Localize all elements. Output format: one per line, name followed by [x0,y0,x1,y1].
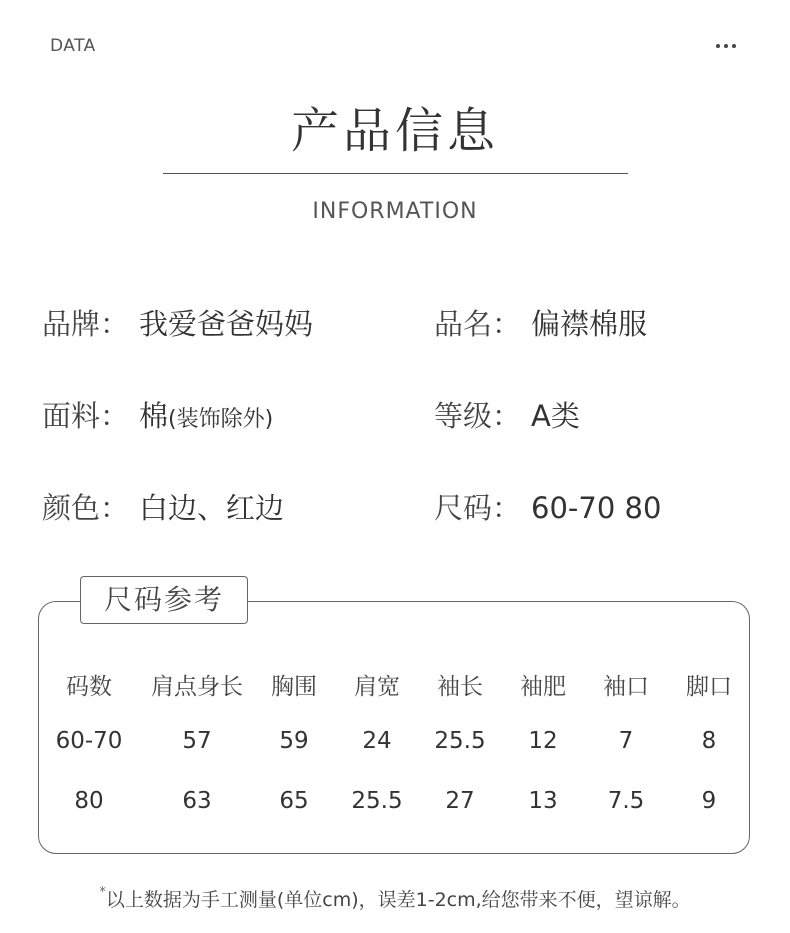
info-color-label: 颜色： [42,491,130,525]
info-size-value: 60-70 80 [531,491,662,525]
info-name [434,302,647,343]
size-table-cell: 25.5 [434,728,486,754]
info-name-value: 偏襟棉服 [531,307,648,341]
info-brand-label: 品牌： [42,307,130,341]
size-table-cell: 65 [279,788,309,814]
page-title: 产品信息 [290,103,499,159]
size-table-cell: 27 [445,788,475,814]
info-size [434,486,661,527]
info-color-value: 白边、红边 [139,491,285,525]
info-grade-value: A类 [531,399,580,433]
size-header-cell: 袖口 [603,674,649,700]
size-table-cell: 80 [74,788,104,814]
more-dot-icon [724,44,728,48]
size-header-cell: 码数 [66,674,112,700]
info-color [42,486,284,527]
size-table-cell: 9 [701,788,717,814]
info-fabric-label: 面料： [42,399,130,433]
info-fabric [42,394,273,435]
info-grade [434,394,580,435]
info-brand-value: 我爱爸爸妈妈 [139,307,314,341]
title-divider [163,173,628,174]
size-header-cell: 胸围 [271,674,317,700]
page-subtitle: INFORMATION [312,199,478,224]
size-table-cell: 60-70 [55,728,123,754]
size-table-title: 尺码参考 [80,576,248,624]
size-header-cell: 袖肥 [520,674,566,700]
size-header-cell: 肩宽 [354,674,400,700]
more-options-button[interactable] [706,34,746,58]
size-table-cell: 24 [362,728,392,754]
size-table-cell: 63 [182,788,212,814]
more-dot-icon [732,44,736,48]
footnote-asterisk: * [99,885,106,900]
size-table-cell: 7 [618,728,634,754]
info-name-label: 品名： [434,307,522,341]
size-table-cell: 59 [279,728,309,754]
info-fabric-value: 棉 [139,399,169,433]
footnote-text: 以上数据为手工测量(单位cm)，误差1-2cm,给您带来不便，望谅解。 [105,889,691,911]
size-table-cell: 12 [528,728,558,754]
info-grade-label: 等级： [434,399,522,433]
size-header-cell: 袖长 [437,674,483,700]
data-tag: DATA [50,36,96,56]
size-table-cell: 13 [528,788,558,814]
size-table-cell: 8 [701,728,717,754]
size-header-cell: 肩点身长 [151,674,243,700]
info-brand [42,302,313,343]
info-fabric-note: (装饰除外) [168,407,274,432]
size-table-cell: 7.5 [607,788,645,814]
footnote [0,885,790,912]
more-dot-icon [716,44,720,48]
size-header-cell: 脚口 [686,674,732,700]
size-table-cell: 25.5 [351,788,403,814]
size-table-cell: 57 [182,728,212,754]
info-size-label: 尺码： [434,491,522,525]
